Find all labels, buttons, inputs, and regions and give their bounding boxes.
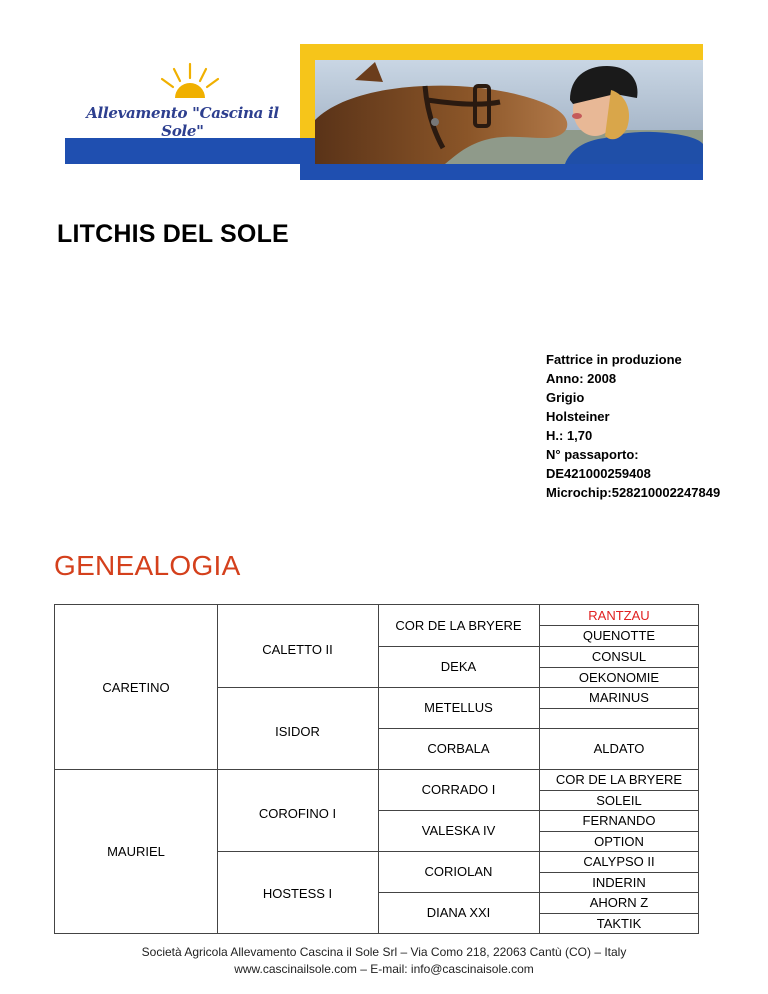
pedigree-grandparent: ISIDOR	[275, 723, 320, 739]
info-line-height: H.: 1,70	[546, 428, 593, 443]
pedigree-ancestor: CALYPSO II	[583, 854, 655, 869]
pedigree-ancestor	[539, 708, 699, 728]
pedigree-ancestor: RANTZAU	[588, 607, 650, 623]
pedigree-great-grandparent: COR DE LA BRYERE	[395, 618, 522, 633]
pedigree-grandparent: CALETTO II	[262, 641, 333, 657]
pedigree-great-grandparent: DIANA XXI	[426, 905, 491, 920]
pedigree-ancestor: INDERIN	[592, 874, 646, 890]
footer-contact: www.cascinailsole.com – E-mail: info@cascinaisole.com	[234, 962, 534, 976]
pedigree-parent: CARETINO	[102, 679, 170, 695]
horse-info-block	[546, 350, 720, 502]
pedigree-ancestor: TAKTIK	[596, 915, 642, 931]
pedigree-table	[54, 604, 699, 934]
pedigree-ancestor: FERNANDO	[582, 813, 656, 828]
pedigree-grandparent: HOSTESS I	[262, 885, 333, 901]
info-line-color: Grigio	[546, 390, 585, 405]
pedigree-ancestor: MARINUS	[589, 690, 649, 705]
sun-icon	[155, 60, 225, 100]
banner-blue-band-bottom	[300, 164, 703, 180]
pedigree-ancestor: ALDATO	[593, 741, 645, 756]
info-line-breed: Holsteiner	[546, 409, 610, 424]
pedigree-ancestor: OPTION	[594, 833, 644, 849]
info-line-passport-label: N° passaporto:	[546, 447, 639, 462]
pedigree-great-grandparent: METELLUS	[424, 700, 493, 715]
pedigree-ancestor: CONSUL	[591, 649, 647, 664]
logo-text: Allevamento "Cascina il Sole"	[86, 104, 279, 140]
pedigree-ancestor: AHORN Z	[589, 895, 649, 910]
pedigree-ancestor: COR DE LA BRYERE	[555, 772, 683, 787]
header-banner	[0, 0, 768, 190]
info-line-microchip: Microchip:528210002247849	[546, 485, 721, 500]
pedigree-great-grandparent: CORRADO I	[421, 782, 496, 797]
header-photo	[315, 60, 703, 164]
info-line-status: Fattrice in produzione	[546, 352, 682, 367]
page-footer	[0, 944, 768, 978]
footer-address: Società Agricola Allevamento Cascina il Sole Srl – Via Como 218, 22063 Cantù (CO) – Italy	[141, 945, 627, 959]
pedigree-parent: MAURIEL	[107, 843, 165, 859]
pedigree-great-grandparent: VALESKA IV	[421, 823, 496, 838]
logo	[65, 60, 300, 138]
info-line-year: Anno: 2008	[546, 371, 617, 386]
horse-kiss-photo	[315, 60, 703, 164]
banner-blue-band	[65, 138, 315, 164]
pedigree-ancestor: QUENOTTE	[582, 628, 656, 643]
pedigree-ancestor: OEKONOMIE	[578, 669, 660, 685]
banner-yellow-band	[300, 44, 703, 60]
info-line-passport-number: DE421000259408	[546, 466, 651, 481]
pedigree-grandparent: COROFINO I	[258, 805, 337, 821]
genealogy-heading: GENEALOGIA	[54, 550, 241, 581]
pedigree-ancestor: SOLEIL	[596, 792, 642, 808]
page-title: LITCHIS DEL SOLE	[57, 220, 289, 248]
pedigree-great-grandparent: CORBALA	[427, 741, 490, 756]
pedigree-great-grandparent: DEKA	[440, 659, 477, 674]
pedigree-great-grandparent: CORIOLAN	[424, 864, 493, 879]
